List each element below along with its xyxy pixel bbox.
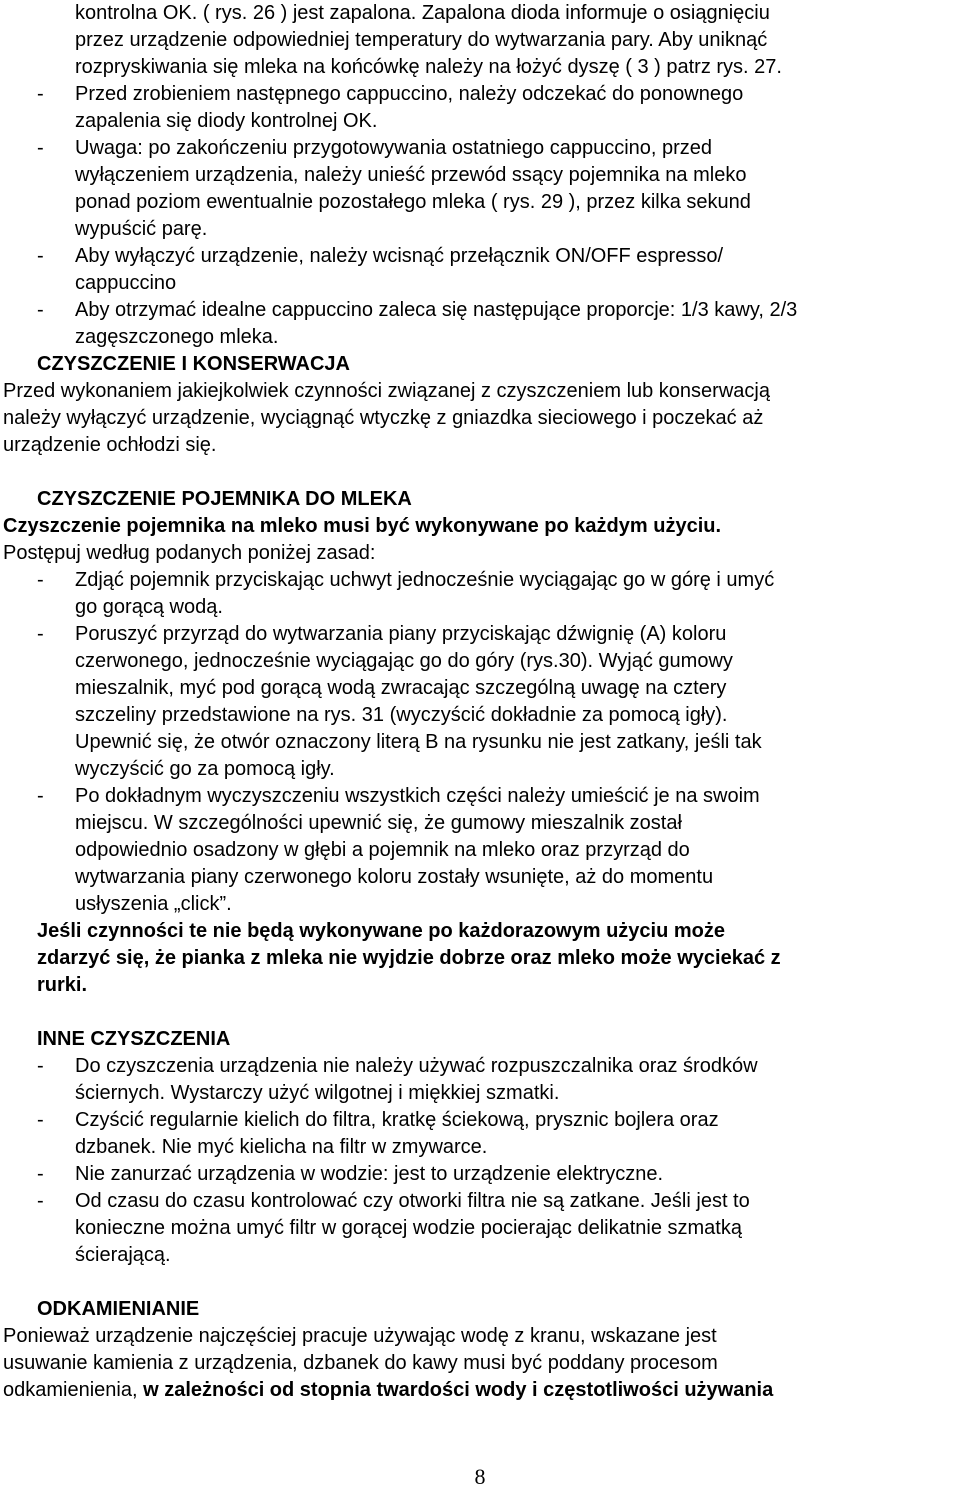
bold-text-span: w zależności od stopnia twardości wody i częstotliwości używania: [143, 1379, 774, 1401]
dash-marker: -: [37, 137, 44, 159]
page-number: 8: [474, 1464, 486, 1489]
milk-bold-line: Czyszczenie pojemnika na mleko musi być wykonywane po każdym użyciu.: [3, 515, 722, 537]
text-line: Jeśli czynności te nie będą wykonywane po każdorazowym użyciu może: [37, 920, 725, 942]
text-line: czerwonego, jednocześnie wyciągając go do góry (rys.30). Wyjąć gumowy: [75, 650, 733, 672]
text-line: rozpryskiwania się mleka na końcówkę należy na łożyć dyszę ( 3 ) patrz rys. 27.: [75, 56, 782, 78]
text-line: ścierającą.: [75, 1244, 171, 1266]
text-line: zdarzyć się, że pianka z mleka nie wyjdzie dobrze oraz mleko może wyciekać z: [37, 947, 781, 969]
section-heading-cleaning: CZYSZCZENIE I KONSERWACJA: [37, 353, 350, 375]
cleaning-paragraph: [3, 378, 958, 459]
milk-warning: [3, 918, 958, 999]
text-line: ściernych. Wystarczy użyć wilgotnej i miękkiej szmatki.: [75, 1082, 560, 1104]
dash-marker: -: [37, 1163, 44, 1185]
text-line: usłyszenia „click”.: [75, 893, 232, 915]
dash-marker: -: [37, 299, 44, 321]
dash-marker: -: [37, 1190, 44, 1212]
text-line: Czyścić regularnie kielich do filtra, kratkę ściekową, prysznic bojlera oraz: [75, 1109, 719, 1131]
text-line: Upewnić się, że otwór oznaczony literą B na rysunku nie jest zatkany, jeśli tak: [75, 731, 762, 753]
section-heading-other: INNE CZYSZCZENIA: [37, 1028, 231, 1050]
text-line: wytwarzania piany czerwonego koloru zostały wsunięte, aż do momentu: [75, 866, 714, 888]
list-item: [3, 1107, 958, 1161]
text-line: Poruszyć przyrząd do wytwarzania piany przyciskając dźwignię (A) koloru: [75, 623, 727, 645]
continued-paragraph: [3, 0, 958, 81]
text-line: Do czyszczenia urządzenia nie należy używać rozpuszczalnika oraz środków: [75, 1055, 758, 1077]
text-line: Po dokładnym wyczyszczeniu wszystkich części należy umieścić je na swoim: [75, 785, 760, 807]
text-line: mieszalnik, myć pod gorącą wodą zwracając szczególną uwagę na cztery: [75, 677, 727, 699]
text-line: Przed wykonaniem jakiejkolwiek czynności związanej z czyszczeniem lub konserwacją: [3, 380, 770, 402]
text-line: [3, 1377, 958, 1404]
text-line: Uwaga: po zakończeniu przygotowywania ostatniego cappuccino, przed: [75, 137, 713, 159]
text-line: wypuścić parę.: [75, 218, 208, 240]
dash-marker: -: [37, 245, 44, 267]
text-line: Ponieważ urządzenie najczęściej pracuje używając wodę z kranu, wskazane jest: [3, 1325, 717, 1347]
text-line: Aby wyłączyć urządzenie, należy wcisnąć przełącznik ON/OFF espresso/: [75, 245, 724, 267]
text-line: Aby otrzymać idealne cappuccino zaleca się następujące proporcje: 1/3 kawy, 2/3: [75, 299, 798, 321]
other-list: [3, 1053, 958, 1269]
section-heading-descale: ODKAMIENIANIE: [37, 1298, 200, 1320]
text-line: miejscu. W szczególności upewnić się, że gumowy mieszalnik został: [75, 812, 682, 834]
dash-marker: -: [37, 623, 44, 645]
spacer: [3, 999, 958, 1026]
text-line: ponad poziom ewentualnie pozostałego mleka ( rys. 29 ), przez kilka sekund: [75, 191, 751, 213]
text-line: cappuccino: [75, 272, 177, 294]
text-line: Od czasu do czasu kontrolować czy otworki filtra nie są zatkane. Jeśli jest to: [75, 1190, 750, 1212]
list-item: [3, 1053, 958, 1107]
text-line: rurki.: [37, 974, 88, 996]
dash-marker: -: [37, 1055, 44, 1077]
text-line: zagęszczonego mleka.: [75, 326, 279, 348]
text-line: odpowiednio osadzony w głębi a pojemnik na mleko oraz przyrząd do: [75, 839, 690, 861]
text-line: usuwanie kamienia z urządzenia, dzbanek do kawy musi być poddany procesom: [3, 1352, 718, 1374]
text-line: go gorącą wodą.: [75, 596, 223, 618]
text-line: Przed zrobieniem następnego cappuccino, należy odczekać do ponownego: [75, 83, 744, 105]
list-item: [3, 621, 958, 783]
text-line: wyłączeniem urządzenia, należy unieść przewód ssący pojemnika na mleko: [75, 164, 747, 186]
text-line: należy wyłączyć urządzenie, wyciągnąć wtyczkę z gniazdka sieciowego i poczekać aż: [3, 407, 764, 429]
dash-marker: -: [37, 569, 44, 591]
milk-list: [3, 567, 958, 918]
spacer: [3, 1269, 958, 1296]
milk-intro: Postępuj według podanych poniżej zasad:: [3, 542, 376, 564]
text-line: kontrolna OK. ( rys. 26 ) jest zapalona. Zapalona dioda informuje o osiągnięciu: [75, 2, 770, 24]
text-line: zapalenia się diody kontrolnej OK.: [75, 110, 378, 132]
list-item: [3, 135, 958, 243]
descale-paragraph: [3, 1323, 958, 1404]
text-line: Zdjąć pojemnik przyciskając uchwyt jednocześnie wyciągając go w górę i umyć: [75, 569, 775, 591]
list-item: [3, 243, 958, 297]
text-line: Nie zanurzać urządzenia w wodzie: jest to urządzenie elektryczne.: [75, 1163, 664, 1185]
text-line: szczeliny przedstawione na rys. 31 (wyczyścić dokładnie za pomocą igły).: [75, 704, 728, 726]
text-span: odkamienienia,: [3, 1379, 144, 1401]
list-item: [3, 81, 958, 135]
text-line: urządzenie ochłodzi się.: [3, 434, 217, 456]
list-item: [3, 567, 958, 621]
list-item: [3, 1161, 958, 1188]
text-line: konieczne można umyć filtr w gorącej wodzie pocierając delikatnie szmatką: [75, 1217, 742, 1239]
dash-marker: -: [37, 1109, 44, 1131]
list-item: [3, 297, 958, 351]
dash-marker: -: [37, 83, 44, 105]
document-page: [3, 0, 958, 1404]
spacer: [3, 459, 958, 486]
list-item: [3, 783, 958, 918]
text-line: przez urządzenie odpowiedniej temperatury do wytwarzania pary. Aby uniknąć: [75, 29, 768, 51]
text-line: dzbanek. Nie myć kielicha na filtr w zmywarce.: [75, 1136, 488, 1158]
text-line: wyczyścić go za pomocą igły.: [75, 758, 335, 780]
list-item: [3, 1188, 958, 1269]
dash-marker: -: [37, 785, 44, 807]
section-heading-milk: CZYSZCZENIE POJEMNIKA DO MLEKA: [37, 488, 412, 510]
top-list: [3, 81, 958, 351]
